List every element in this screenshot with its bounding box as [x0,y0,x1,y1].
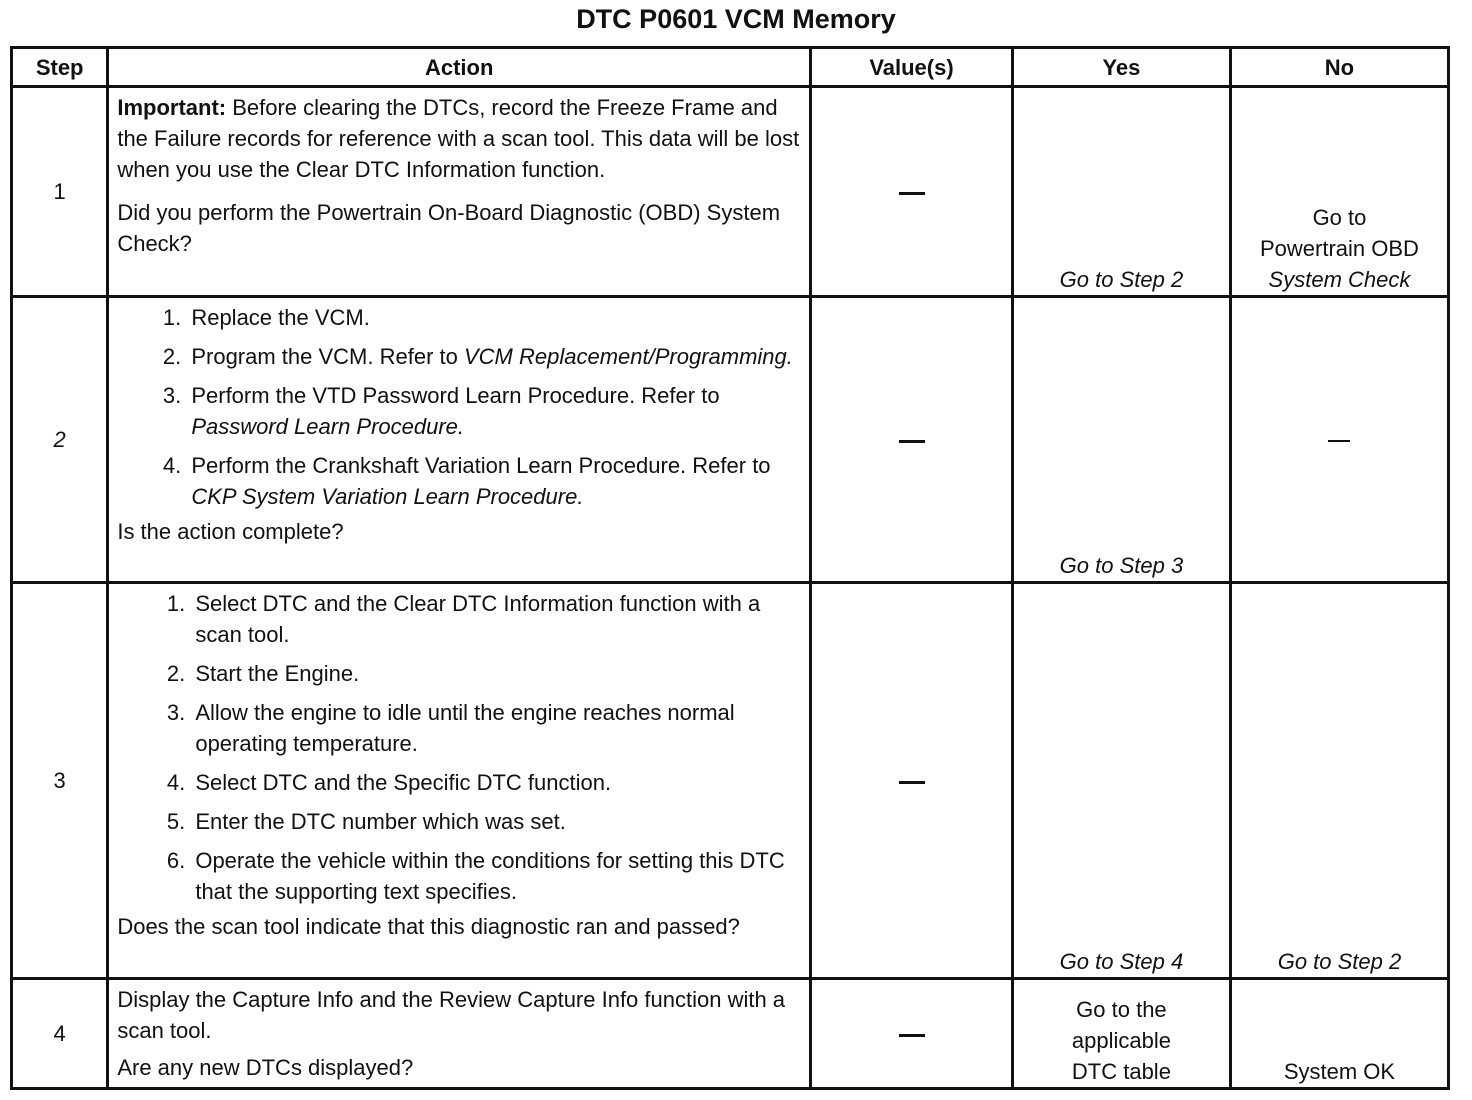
table-row [12,87,1449,297]
no-cell [1230,297,1448,583]
yes-cell: Go to Step 3 [1012,297,1230,583]
table-header-row [12,48,1449,87]
action-text: Display the Capture Info and the Review Capture Info function with a scan tool. [117,987,786,1043]
step-number: 2 [12,297,108,583]
no-line: Powertrain OBD [1259,236,1419,261]
action-cell [108,87,811,297]
list-item: 2. Program the VCM. Refer to VCM Replacement/Programming. [187,341,801,372]
yes-line: DTC table [1071,1059,1171,1084]
action-question: Did you perform the Powertrain On-Board Diagnostic (OBD) System Check? [117,200,781,256]
action-cell [108,979,811,1089]
action-cell [108,583,811,979]
dash-mark [899,192,925,195]
important-note [117,92,801,185]
value-cell [811,297,1013,583]
list-item: 6. Operate the vehicle within the conditions for setting this DTC that the supporting text specifies. [191,845,801,907]
dash-mark [899,440,925,443]
diagnostic-table [10,46,1450,1090]
dash-mark [1328,440,1350,442]
list-item: 3. Allow the engine to idle until the engine reaches normal operating temperature. [191,697,801,759]
no-cell: Go to Step 2 [1230,583,1448,979]
list-item: 4. Select DTC and the Specific DTC function. [191,767,801,798]
action-list [117,588,801,907]
action-list [117,302,801,512]
no-cell: System OK [1230,979,1448,1089]
list-item: 1. Replace the VCM. [187,302,801,333]
important-text: Before clearing the DTCs, record the Freeze Frame and the Failure records for reference with a scan tool. This data will be lost when you use the Clear DTC Information function. [117,95,800,182]
header-values: Value(s) [811,48,1013,87]
list-item: 5. Enter the DTC number which was set. [191,806,801,837]
list-item: 4. Perform the Crankshaft Variation Learn Procedure. Refer to CKP System Variation Learn Procedure. [187,450,801,512]
header-action: Action [108,48,811,87]
action-cell [108,297,811,583]
value-cell [811,87,1013,297]
no-line: Go to [1312,205,1367,230]
list-item: 1. Select DTC and the Clear DTC Information function with a scan tool. [191,588,801,650]
yes-cell: Go to Step 2 [1012,87,1230,297]
table-row [12,297,1449,583]
yes-line: Go to the [1076,997,1167,1022]
header-no: No [1230,48,1448,87]
value-cell [811,583,1013,979]
value-cell [811,979,1013,1089]
important-label: Important: [117,95,227,120]
header-yes: Yes [1012,48,1230,87]
action-question: Does the scan tool indicate that this diagnostic ran and passed? [117,914,740,939]
dash-mark [899,1034,925,1037]
action-question: Are any new DTCs displayed? [117,1055,414,1080]
header-step: Step [12,48,108,87]
table-row [12,979,1449,1089]
page-title: DTC P0601 VCM Memory [576,4,896,34]
no-cell [1230,87,1448,297]
list-item: 3. Perform the VTD Password Learn Procedure. Refer to Password Learn Procedure. [187,380,801,442]
step-number: 1 [12,87,108,297]
dash-mark [899,781,925,784]
yes-cell [1012,979,1230,1089]
yes-line: applicable [1071,1028,1171,1053]
step-number: 4 [12,979,108,1089]
action-question: Is the action complete? [117,519,344,544]
table-row [12,583,1449,979]
yes-cell: Go to Step 4 [1012,583,1230,979]
step-number: 3 [12,583,108,979]
list-item: 2. Start the Engine. [191,658,801,689]
no-line: System Check [1268,267,1411,292]
